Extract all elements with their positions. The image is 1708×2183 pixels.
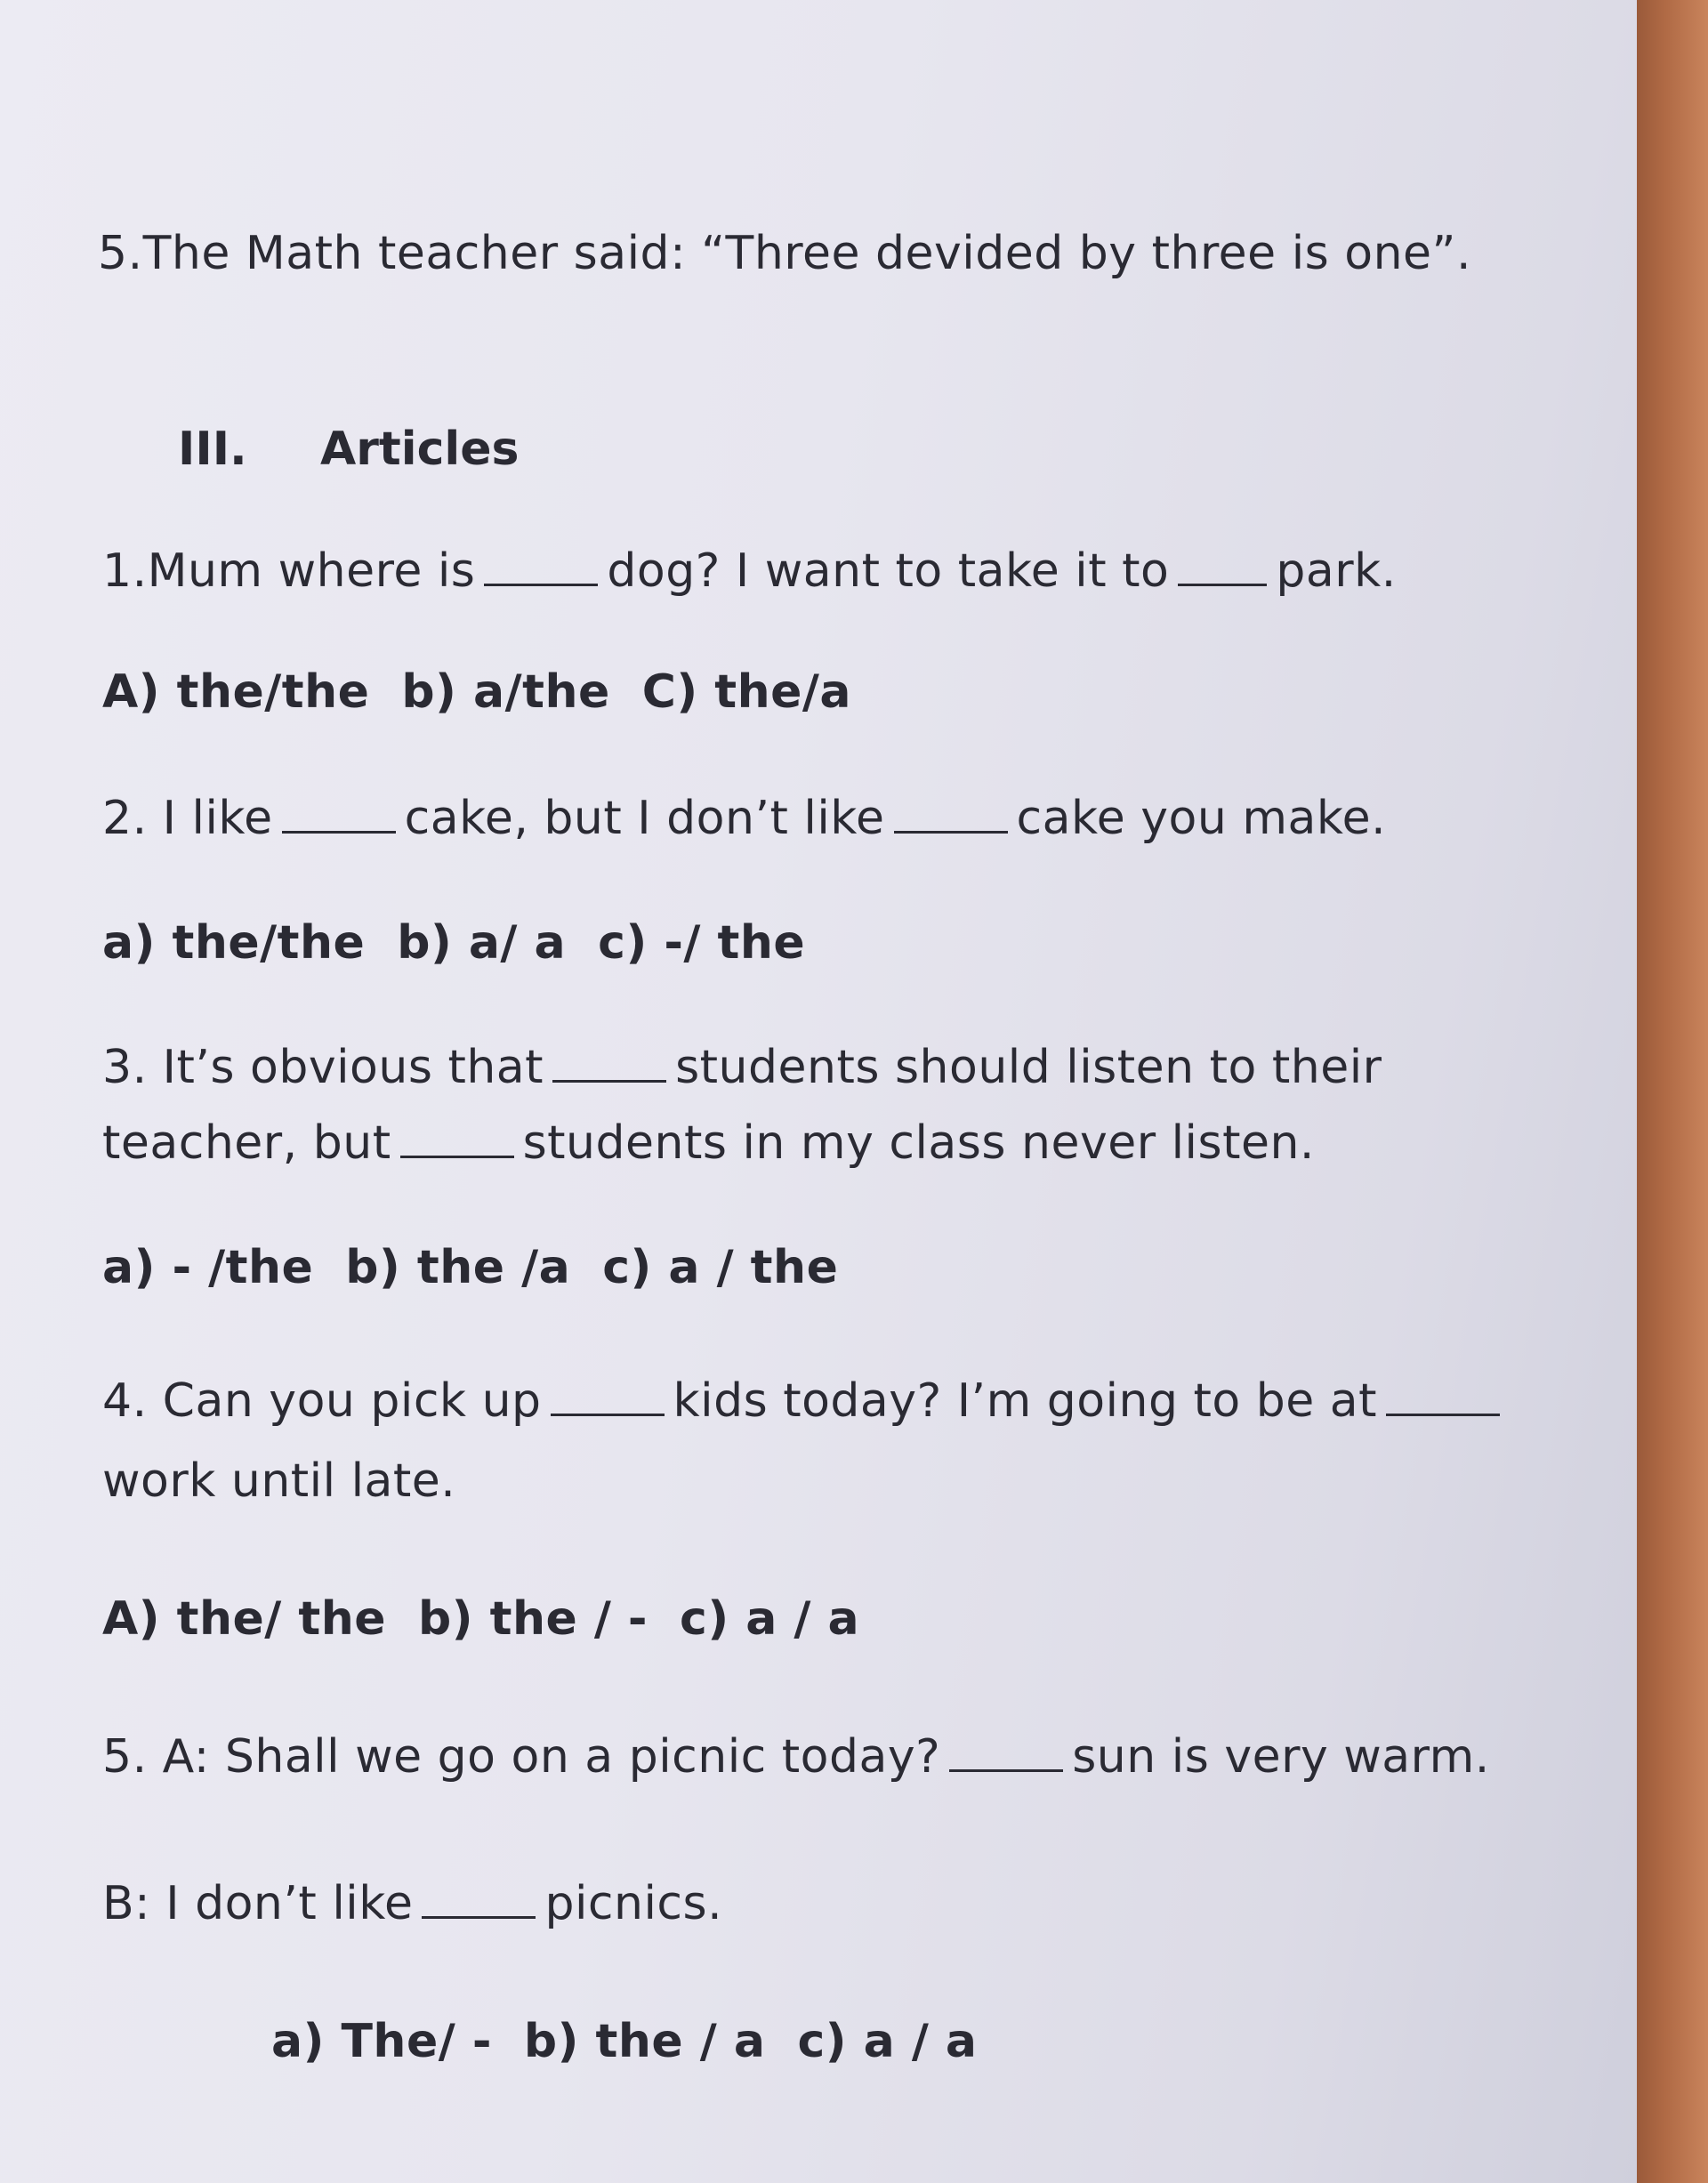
intro-line	[98, 227, 1471, 280]
q4-text-2: kids today? I’m going to be at	[673, 1374, 1378, 1428]
q1-text-2: dog? I want to take it to	[607, 544, 1170, 598]
q3-option-b[interactable]: b) the /a	[345, 1241, 571, 1294]
q3-option-c[interactable]: c) a / the	[602, 1241, 839, 1294]
q1-option-c[interactable]: C) the/a	[641, 665, 851, 719]
question-2	[102, 792, 1386, 845]
question-5-line-1	[102, 1730, 1490, 1784]
section-number: III.	[178, 423, 247, 476]
q3-option-a[interactable]: a) - /the	[102, 1241, 314, 1294]
q2-option-b[interactable]: b) a/ a	[397, 916, 567, 970]
q4-option-a[interactable]: A) the/ the	[102, 1592, 386, 1646]
section-heading	[178, 423, 519, 476]
q5-blank-1[interactable]	[949, 1734, 1063, 1772]
q2-blank-2[interactable]	[894, 795, 1008, 834]
question-1	[102, 544, 1397, 598]
q1-text-1: 1.Mum where is	[102, 544, 476, 598]
q5-blank-2[interactable]	[422, 1881, 536, 1919]
question-4-options	[102, 1592, 891, 1646]
q5-option-b[interactable]: b) the / a	[523, 2015, 766, 2068]
q3-text-3: teacher, but	[102, 1116, 391, 1170]
q3-text-2: students should listen to their	[675, 1041, 1382, 1094]
section-title: Articles	[320, 423, 520, 476]
q5-option-c[interactable]: c) a / a	[797, 2015, 978, 2068]
q4-option-c[interactable]: c) a / a	[680, 1592, 860, 1646]
intro-text: 5.The Math teacher said: “Three devided by three is one”.	[98, 227, 1471, 280]
question-3-line-2	[102, 1116, 1315, 1170]
q2-option-c[interactable]: c) -/ the	[598, 916, 806, 970]
q4-blank-2[interactable]	[1386, 1378, 1500, 1416]
question-4-line-2	[102, 1454, 455, 1508]
q5-text-1: 5. A: Shall we go on a picnic today?	[102, 1730, 941, 1784]
q3-blank-1[interactable]	[552, 1044, 666, 1083]
question-3-line-1	[102, 1041, 1382, 1094]
q1-option-a[interactable]: A) the/the	[102, 665, 370, 719]
q3-blank-2[interactable]	[400, 1120, 514, 1158]
q2-text-3: cake you make.	[1016, 792, 1387, 845]
q2-text-2: cake, but I don’t like	[404, 792, 885, 845]
question-5-line-2	[102, 1877, 722, 1930]
q4-blank-1[interactable]	[551, 1378, 665, 1416]
question-2-options	[102, 916, 837, 970]
q5-text-2: sun is very warm.	[1072, 1730, 1490, 1784]
question-1-options	[102, 665, 883, 719]
question-4-line-1	[102, 1374, 1509, 1428]
q2-option-a[interactable]: a) the/the	[102, 916, 366, 970]
q1-blank-1[interactable]	[484, 548, 598, 586]
q3-text-4: students in my class never listen.	[522, 1116, 1315, 1170]
q1-blank-2[interactable]	[1178, 548, 1267, 586]
q5-text-3: B: I don’t like	[102, 1877, 414, 1930]
q5-option-a[interactable]: a) The/ -	[271, 2015, 492, 2068]
question-5-options	[271, 2015, 1010, 2068]
q1-option-b[interactable]: b) a/the	[401, 665, 610, 719]
q5-text-4: picnics.	[544, 1877, 723, 1930]
q4-option-b[interactable]: b) the / -	[418, 1592, 649, 1646]
q2-blank-1[interactable]	[282, 795, 396, 834]
question-3-options	[102, 1241, 870, 1294]
q3-text-1: 3. It’s obvious that	[102, 1041, 544, 1094]
q4-text-3: work until late.	[102, 1454, 456, 1508]
q2-text-1: 2. I like	[102, 792, 273, 845]
q1-text-3: park.	[1276, 544, 1397, 598]
q4-text-1: 4. Can you pick up	[102, 1374, 542, 1428]
table-edge	[1637, 0, 1708, 2183]
